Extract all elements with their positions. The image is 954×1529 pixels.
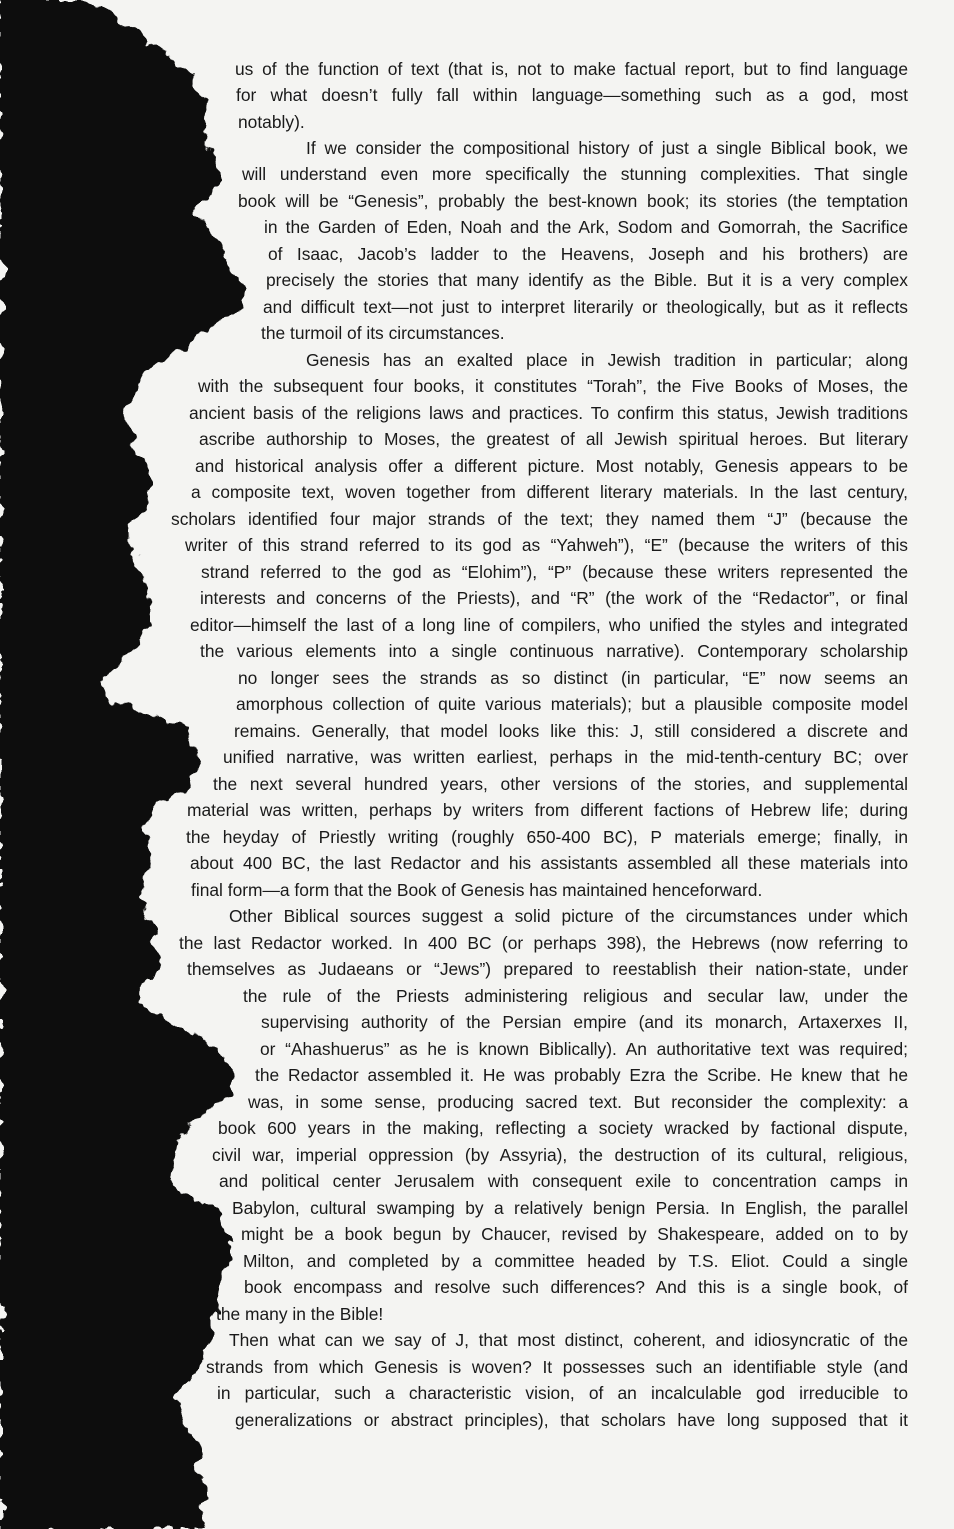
text-line: was, in some sense, producing sacred text. But reconsider the complexity: a bbox=[248, 1092, 908, 1112]
text-line: strand referred to the god as “Elohim”), “P” (because these writers represented the bbox=[201, 562, 908, 582]
text-line: the last Redactor worked. In 400 BC (or perhaps 398), the Hebrews (now referring to bbox=[179, 933, 908, 953]
text-line: strands from which Genesis is woven? It possesses such an identifiable style (and bbox=[206, 1357, 908, 1377]
text-line: scholars identified four major strands of the text; they named them “J” (because the bbox=[171, 509, 908, 529]
text-line: remains. Generally, that model looks like this: J, still considered a discrete and bbox=[234, 721, 908, 741]
text-line: precisely the stories that many identify as the Bible. But it is a very complex bbox=[266, 270, 908, 290]
text-line: of Isaac, Jacob’s ladder to the Heavens, Joseph and his brothers) are bbox=[268, 244, 908, 264]
text-line: material was written, perhaps by writers from different factions of Hebrew life; during bbox=[187, 800, 908, 820]
text-line: the heyday of Priestly writing (roughly 650-400 BC), P materials emerge; finally, in bbox=[186, 827, 908, 847]
text-line: the turmoil of its circumstances. bbox=[261, 323, 505, 343]
text-line: civil war, imperial oppression (by Assyria), the destruction of its cultural, religious, bbox=[212, 1145, 908, 1165]
text-line: notably). bbox=[238, 112, 305, 132]
text-line: themselves as Judaeans or “Jews”) prepared to reestablish their nation-state, under bbox=[187, 959, 908, 979]
text-line: the many in the Bible! bbox=[216, 1304, 384, 1324]
text-line: no longer sees the strands as so distinct (in particular, “E” now seems an bbox=[238, 668, 908, 688]
text-line: amorphous collection of quite various materials); but a plausible composite model bbox=[236, 694, 908, 714]
text-line: us of the function of text (that is, not to make factual report, but to find language bbox=[235, 59, 908, 79]
text-line: book will be “Genesis”, probably the best-known book; its stories (the temptation bbox=[238, 191, 908, 211]
text-line: for what doesn’t fully fall within language—something such as a god, most bbox=[236, 85, 908, 105]
text-line: the next several hundred years, other versions of the stories, and supplemental bbox=[213, 774, 908, 794]
text-line: the various elements into a single continuous narrative). Contemporary scholarship bbox=[200, 641, 908, 661]
text-line: Other Biblical sources suggest a solid picture of the circumstances under which bbox=[229, 906, 908, 926]
text-line: in the Garden of Eden, Noah and the Ark, Sodom and Gomorrah, the Sacrifice bbox=[264, 217, 908, 237]
text-line: unified narrative, was written earliest, perhaps in the mid-tenth-century BC; over bbox=[223, 747, 908, 767]
text-line: and historical analysis offer a different picture. Most notably, Genesis appears to be bbox=[195, 456, 908, 476]
text-line: ascribe authorship to Moses, the greatest of all Jewish spiritual heroes. But literary bbox=[199, 429, 908, 449]
text-line: Then what can we say of J, that most distinct, coherent, and idiosyncratic of the bbox=[229, 1330, 908, 1350]
text-line: the Redactor assembled it. He was probably Ezra the Scribe. He knew that he bbox=[255, 1065, 908, 1085]
text-line: the rule of the Priests administering religious and secular law, under the bbox=[243, 986, 908, 1006]
text-line: supervising authority of the Persian empire (and its monarch, Artaxerxes II, bbox=[261, 1012, 908, 1032]
text-line: Genesis has an exalted place in Jewish tradition in particular; along bbox=[306, 350, 908, 370]
text-line: If we consider the compositional history of just a single Biblical book, we bbox=[306, 138, 908, 158]
text-line: Babylon, cultural swamping by a relatively benign Persia. In English, the parallel bbox=[232, 1198, 908, 1218]
text-line: might be a book begun by Chaucer, revised by Shakespeare, added on to by bbox=[241, 1224, 908, 1244]
text-line: and difficult text—not just to interpret literarily or theologically, but as it reflects bbox=[263, 297, 908, 317]
text-line: ancient basis of the religions laws and practices. To confirm this status, Jewish traditions bbox=[189, 403, 908, 423]
text-line: and political center Jerusalem with consequent exile to concentration camps in bbox=[219, 1171, 908, 1191]
text-line: generalizations or abstract principles), that scholars have long supposed that it bbox=[235, 1410, 908, 1430]
text-line: with the subsequent four books, it constitutes “Torah”, the Five Books of Moses, the bbox=[198, 376, 908, 396]
text-line: final form—a form that the Book of Genesis has maintained henceforward. bbox=[191, 880, 763, 900]
text-line: book 600 years in the making, reflecting a society wracked by factional dispute, bbox=[218, 1118, 908, 1138]
text-line: about 400 BC, the last Redactor and his assistants assembled all these materials into bbox=[190, 853, 908, 873]
text-line: a composite text, woven together from different literary materials. In the last century, bbox=[191, 482, 908, 502]
text-line: Milton, and completed by a committee headed by T.S. Eliot. Could a single bbox=[243, 1251, 908, 1271]
text-line: interests and concerns of the Priests), and “R” (the work of the “Redactor”, or final bbox=[200, 588, 908, 608]
text-line: or “Ahashuerus” as he is known Biblically). An authoritative text was required; bbox=[260, 1039, 908, 1059]
text-line: will understand even more specifically the stunning complexities. That single bbox=[242, 164, 908, 184]
text-line: editor—himself the last of a long line of compilers, who unified the styles and integrated bbox=[190, 615, 908, 635]
text-line: book encompass and resolve such differences? And this is a single book, of bbox=[244, 1277, 908, 1297]
text-line: writer of this strand referred to its god as “Yahweh”), “E” (because the writers of this bbox=[185, 535, 908, 555]
text-line: in particular, such a characteristic vision, of an incalculable god irreducible to bbox=[217, 1383, 908, 1403]
